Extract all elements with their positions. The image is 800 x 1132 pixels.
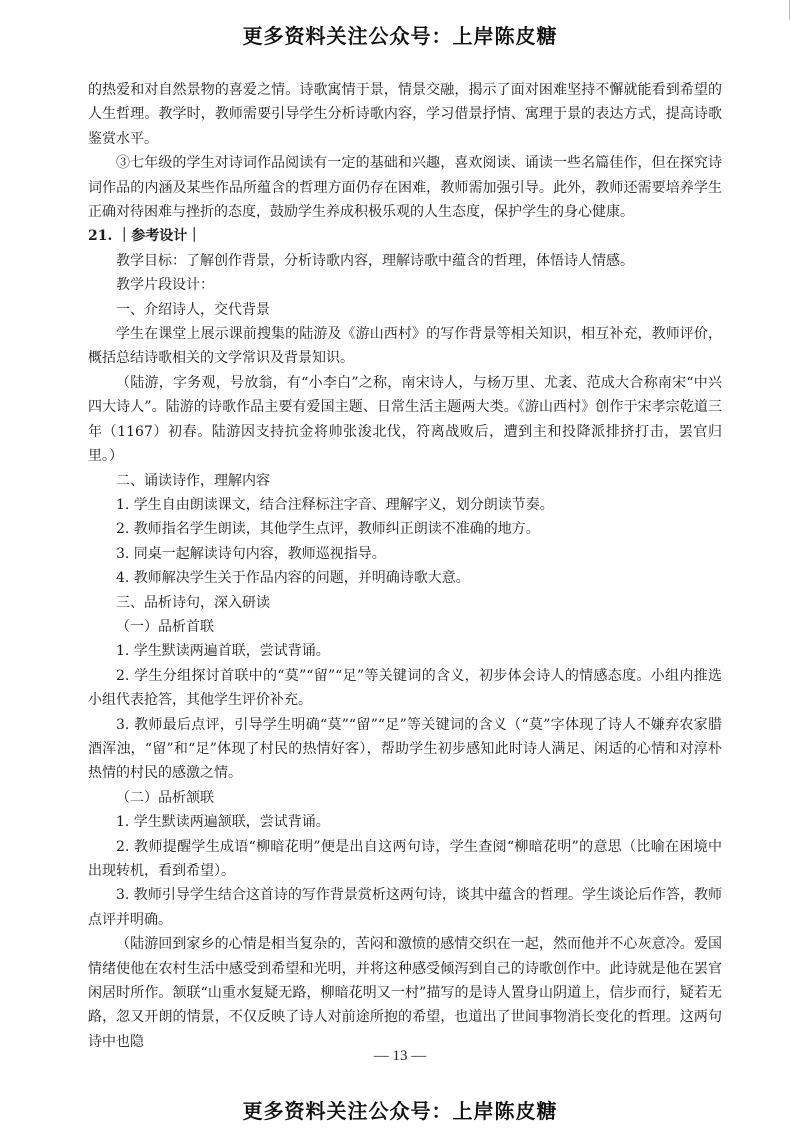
paragraph: 学生在课堂上展示课前搜集的陆游及《游山西村》的写作背景等相关知识，相互补充，教师评价，概括总结诗歌相关的文学常识及背景知识。 [88, 326, 722, 367]
list-item: 2. 学生分组探讨首联中的“莫”“留”“足”等关键词的含义，初步体会诗人的情感态度。小组内推选小组代表抢答，其他学生评价补充。 [88, 667, 722, 709]
section-heading: 一、介绍诗人，交代背景 [116, 301, 270, 318]
paragraph: （陆游回到家乡的心情是相当复杂的，苦闷和激愤的感情交织在一起，然而他并不心灰意冷。爱国情绪使他在农村生活中感受到希望和光明，并将这种感受倾泻到自己的诗歌创作中。此诗就是他在罢官闲居时所作。颔联“山重水复疑无路，柳暗花明又一村”描写的是诗人置身山阴道上，信步而行，疑若无路，忽又开朗的情景，不仅反映了诗人对前途所抱的希望，也道出了世间事物消长变化的哲理。这两句诗中也隐 [88, 936, 722, 1050]
list-item: 3. 教师引导学生结合这首诗的写作背景赏析这两句诗，谈其中蕴含的哲理。学生谈论后作答，教师点评并明确。 [88, 887, 722, 928]
page-number: — 13 — [373, 1048, 427, 1064]
paragraph: ③七年级的学生对诗词作品阅读有一定的基础和兴趣，喜欢阅读、诵读一些名篇佳作，但在探究诗词作品的内涵及某些作品所蕴含的哲理方面仍存在困难，教师需加强引导。此外，教师还需要培养学生正确对待困难与挫折的态度，鼓励学生养成积极乐观的人生态度，保护学生的身心健康。 [88, 155, 722, 221]
list-item: 3. 教师最后点评，引导学生明确“莫”“留”“足”等关键词的含义（“莫”字体现了诗人不嫌弃农家腊酒浑浊，“留”和“足”体现了村民的热情好客），帮助学生初步感知此时诗人满足、闲适的心情和对淳朴热情的村民的感激之情。 [88, 716, 722, 782]
paragraph: 教学目标：了解创作背景，分析诗歌内容，理解诗歌中蕴含的哲理，体悟诗人情感。 [116, 252, 634, 269]
list-item: 2. 教师指名学生朗读，其他学生点评，教师纠正朗读不准确的地方。 [116, 521, 540, 538]
section-heading: 三、品析诗句，深入研读 [116, 594, 270, 611]
list-item: 1. 学生默读两遍首联，尝试背诵。 [116, 643, 330, 660]
list-item: 1. 学生默读两遍颔联，尝试背诵。 [116, 814, 330, 831]
subsection-heading: （一）品析首联 [116, 618, 214, 635]
top-banner: 更多资料关注公众号：上岸陈皮糖 [242, 24, 558, 48]
paragraph: （陆游，字务观，号放翁，有“小李白”之称，南宋诗人，与杨万里、尤袤、范成大合称南宋“中兴四大诗人”。陆游的诗歌作品主要有爱国主题、日常生活主题两大类。《游山西村》创作于宋孝宗乾道三年（1167）初春。陆游因支持抗金将帅张浚北伐，符离战败后，遭到主和投降派排挤打击，罢官归里。） [88, 374, 722, 465]
paragraph: 的热爱和对自然景物的喜爱之情。诗歌寓情于景，情景交融，揭示了面对困难坚持不懈就能看到希望的人生哲理。教学时，教师需要引导学生分析诗歌内容，学习借景抒情、寓理于景的表达方式，提高诗歌鉴赏水平。 [88, 82, 722, 147]
paragraph: 教学片段设计： [116, 277, 214, 294]
scan-edge-mark [775, 0, 790, 20]
list-item: 1. 学生自由朗读课文，结合注释标注字音、理解字义，划分朗读节奏。 [116, 496, 554, 513]
subsection-heading: （二）品析颔联 [116, 789, 214, 806]
list-item: 3. 同桌一起解读诗句内容，教师巡视指导。 [116, 545, 386, 562]
page-content [88, 78, 722, 1054]
bottom-banner: 更多资料关注公众号：上岸陈皮糖 [242, 1099, 558, 1123]
list-item: 2. 教师提醒学生成语“柳暗花明”便是出自这两句诗，学生查阅“柳暗花明”的意思（比喻在困境中出现转机，看到希望）。 [88, 838, 722, 879]
section-heading: 二、诵读诗作，理解内容 [116, 472, 270, 489]
list-item: 4. 教师解决学生关于作品内容的问题，并明确诗歌大意。 [116, 570, 470, 587]
question-heading: 21. ｜参考设计｜ [88, 228, 202, 245]
